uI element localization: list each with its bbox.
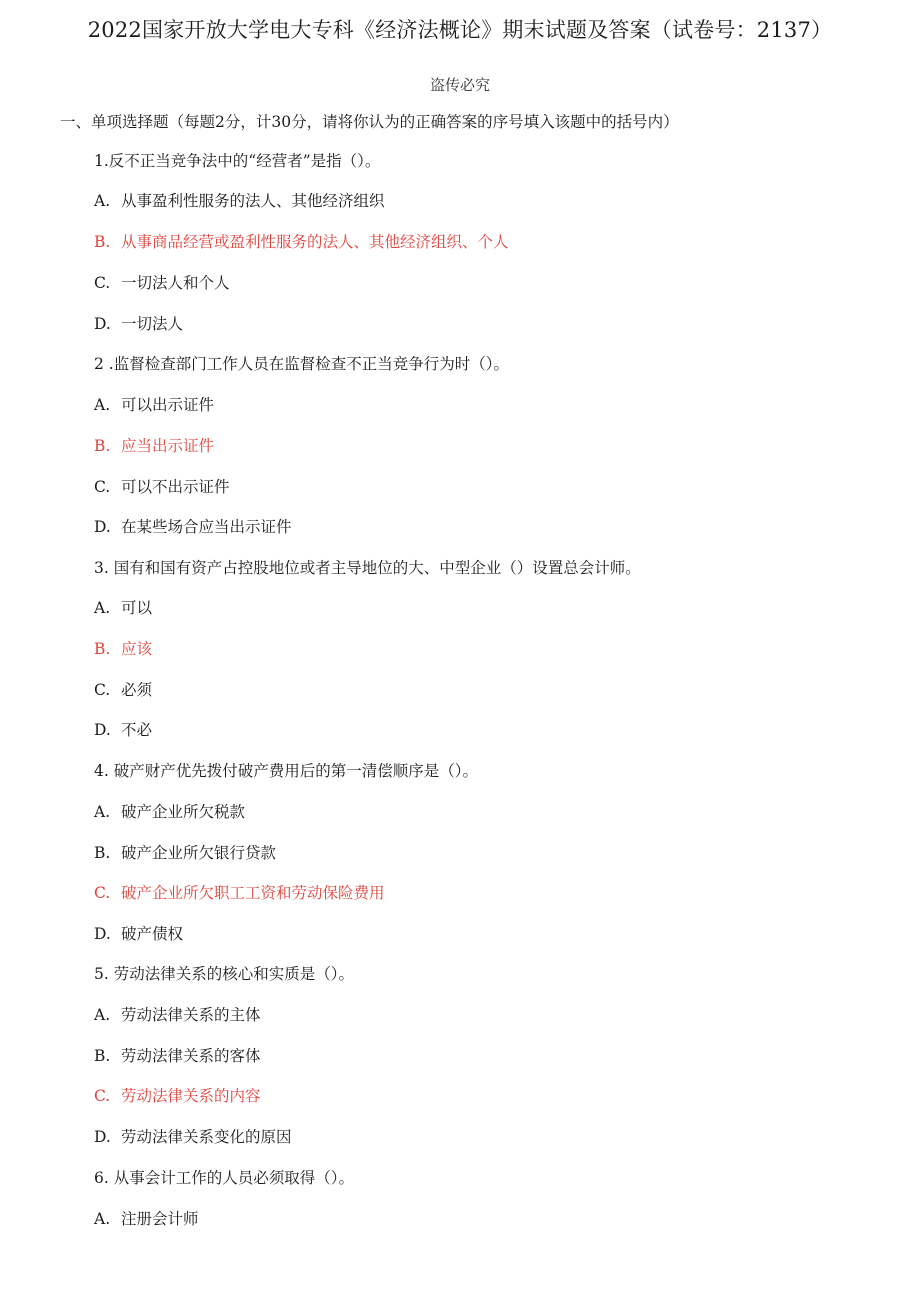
option-row	[94, 272, 230, 294]
option-text: 破产债权	[121, 925, 184, 943]
option-letter: D.	[94, 1128, 111, 1146]
option-letter: D.	[94, 518, 111, 536]
option-row	[94, 1004, 261, 1026]
option-text: 从事盈利性服务的法人、其他经济组织	[121, 192, 385, 210]
question-stem: 2 .监督检查部门工作人员在监督检查不正当竞争行为时（）。	[94, 355, 509, 373]
option-letter: B.	[94, 1047, 111, 1065]
option-letter: A.	[94, 1006, 111, 1024]
option-text: 不必	[121, 721, 153, 739]
option-text: 可以出示证件	[121, 396, 215, 414]
option-letter: B.	[94, 437, 111, 455]
option-row-correct	[94, 231, 509, 253]
option-letter: C.	[94, 681, 111, 699]
option-letter: B.	[94, 844, 111, 862]
option-letter: A.	[94, 192, 111, 210]
option-text: 劳动法律关系的内容	[121, 1087, 261, 1105]
option-text: 可以	[121, 599, 153, 617]
option-row	[94, 476, 230, 498]
option-text: 破产企业所欠税款	[121, 803, 246, 821]
option-text: 劳动法律关系的客体	[121, 1047, 261, 1065]
option-text: 应该	[121, 640, 153, 658]
question-stem: 6. 从事会计工作的人员必须取得（）。	[94, 1169, 354, 1187]
option-row	[94, 923, 183, 945]
option-text: 劳动法律关系的主体	[121, 1006, 261, 1024]
option-row	[94, 190, 385, 212]
option-letter: B.	[94, 640, 111, 658]
section-heading: 一、单项选择题（每题2分，计30分，请将你认为的正确答案的序号填入该题中的括号内）	[60, 113, 679, 131]
question-stem: 1.反不正当竞争法中的“经营者”是指（）。	[94, 152, 381, 170]
option-letter: A.	[94, 1210, 111, 1228]
option-text: 破产企业所欠职工工资和劳动保险费用	[121, 884, 385, 902]
option-row	[94, 516, 292, 538]
option-letter: A.	[94, 803, 111, 821]
option-text: 一切法人和个人	[121, 274, 230, 292]
option-text: 可以不出示证件	[121, 478, 230, 496]
option-letter: C.	[94, 274, 111, 292]
option-text: 在某些场合应当出示证件	[121, 518, 292, 536]
option-text: 一切法人	[121, 315, 184, 333]
option-row	[94, 1208, 199, 1230]
option-text: 从事商品经营或盈利性服务的法人、其他经济组织、个人	[121, 233, 509, 251]
option-text: 必须	[121, 681, 153, 699]
option-letter: B.	[94, 233, 111, 251]
question-stem: 5. 劳动法律关系的核心和实质是（）。	[94, 965, 354, 983]
option-row	[94, 313, 183, 335]
option-row	[94, 597, 152, 619]
watermark-text: 盗传必究	[429, 76, 490, 94]
option-letter: A.	[94, 396, 111, 414]
question-stem: 3. 国有和国有资产占控股地位或者主导地位的大、中型企业（）设置总会计师。	[94, 559, 641, 577]
option-letter: C.	[94, 884, 111, 902]
option-letter: A.	[94, 599, 111, 617]
option-letter: D.	[94, 925, 111, 943]
option-row	[94, 801, 245, 823]
option-letter: D.	[94, 315, 111, 333]
option-row	[94, 1045, 261, 1067]
option-row	[94, 679, 152, 701]
option-row-correct	[94, 435, 214, 457]
option-row-correct	[94, 1085, 261, 1107]
option-text: 破产企业所欠银行贷款	[121, 844, 277, 862]
option-row-correct	[94, 882, 385, 904]
option-letter: D.	[94, 721, 111, 739]
option-row	[94, 394, 214, 416]
question-stem: 4. 破产财产优先拨付破产费用后的第一清偿顺序是（）。	[94, 762, 478, 780]
option-row	[94, 1126, 292, 1148]
option-text: 应当出示证件	[121, 437, 215, 455]
option-row-correct	[94, 638, 152, 660]
option-text: 劳动法律关系变化的原因	[121, 1128, 292, 1146]
option-letter: C.	[94, 478, 111, 496]
document-title: 2022国家开放大学电大专科《经济法概论》期末试题及答案（试卷号：2137）	[87, 18, 833, 42]
option-letter: C.	[94, 1087, 111, 1105]
option-row	[94, 719, 152, 741]
option-text: 注册会计师	[121, 1210, 199, 1228]
option-row	[94, 842, 276, 864]
